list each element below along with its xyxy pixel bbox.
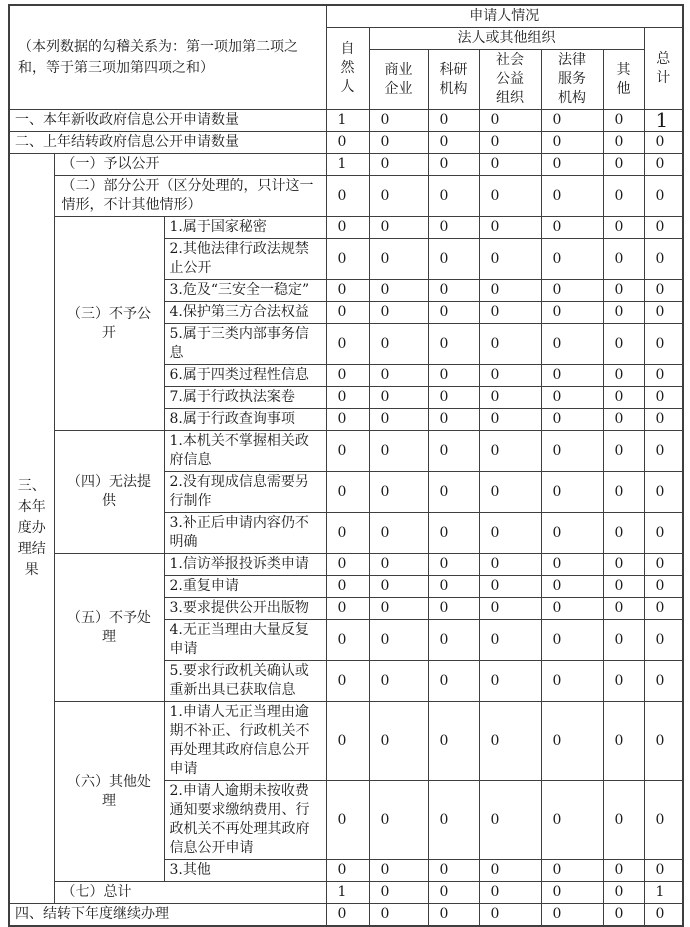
- value-cell: 0: [603, 409, 644, 431]
- group-label-denied: （三）不予公开: [54, 217, 164, 431]
- value-cell: 0: [603, 702, 644, 781]
- value-cell: 0: [428, 554, 479, 576]
- value-cell: 0: [541, 661, 603, 702]
- value-cell: 0: [541, 239, 603, 280]
- row-label-unjustified-repeated: 4.无正当理由大量反复申请: [164, 620, 326, 661]
- value-cell: 0: [428, 781, 479, 860]
- value-cell: 0: [644, 661, 683, 702]
- value-cell: 0: [369, 576, 428, 598]
- table-row: [9, 176, 683, 217]
- value-cell: 0: [326, 781, 369, 860]
- table-row: [9, 882, 683, 904]
- row-label-overdue-no-payment: 2.申请人逾期未按收费通知要求缴纳费用、行政机关不再处理其政府信息公开申请: [164, 781, 326, 860]
- value-cell: 0: [369, 176, 428, 217]
- row-label-subtotal: （七）总计: [54, 882, 326, 904]
- value-cell: 0: [603, 661, 644, 702]
- value-cell: 0: [479, 620, 541, 661]
- value-cell: 0: [369, 431, 428, 472]
- value-cell: 0: [369, 598, 428, 620]
- row-label-reconfirm-obtained-info: 5.要求行政机关确认或重新出具已获取信息: [164, 661, 326, 702]
- row-label-partially-granted: （二）部分公开（区分处理的，只计这一情形，不计其他情形）: [54, 176, 326, 217]
- value-cell: 0: [326, 302, 369, 324]
- value-cell: 0: [603, 239, 644, 280]
- value-cell: 0: [326, 513, 369, 554]
- value-cell: 0: [541, 472, 603, 513]
- value-cell: 0: [603, 324, 644, 365]
- value-cell: 0: [541, 882, 603, 904]
- column-subheader: 科研机构: [428, 50, 479, 110]
- value-cell: 0: [603, 365, 644, 387]
- value-cell: 1: [326, 154, 369, 176]
- value-cell: 0: [603, 431, 644, 472]
- column-header-natural-person: 自然人: [326, 28, 369, 110]
- value-cell: 0: [479, 324, 541, 365]
- column-subheader: 其他: [603, 50, 644, 110]
- value-cell: 0: [326, 217, 369, 239]
- value-cell: 0: [644, 324, 683, 365]
- table-row: [9, 217, 683, 239]
- value-cell: 0: [479, 239, 541, 280]
- value-cell: 0: [541, 409, 603, 431]
- value-cell: 0: [603, 554, 644, 576]
- value-cell: 0: [603, 176, 644, 217]
- value-cell: 0: [644, 620, 683, 661]
- table-row: [9, 431, 683, 472]
- value-cell: 0: [428, 132, 479, 154]
- value-cell: 0: [479, 860, 541, 882]
- row-label-admin-query: 8.属于行政查询事项: [164, 409, 326, 431]
- value-cell: 0: [541, 554, 603, 576]
- value-cell: 0: [541, 324, 603, 365]
- value-cell: 0: [644, 387, 683, 409]
- group-label-not-processed: （五）不予处理: [54, 554, 164, 702]
- gov-info-disclosure-table: [8, 4, 684, 927]
- value-cell: 0: [541, 110, 603, 132]
- row-label-still-unclear: 3.补正后申请内容仍不明确: [164, 513, 326, 554]
- value-cell: 0: [541, 217, 603, 239]
- value-cell: 0: [479, 576, 541, 598]
- value-cell: 0: [428, 302, 479, 324]
- value-cell: 0: [479, 154, 541, 176]
- value-cell: 0: [369, 302, 428, 324]
- table-row: [9, 554, 683, 576]
- value-cell: 0: [479, 280, 541, 302]
- value-cell: 0: [326, 860, 369, 882]
- value-cell: 0: [644, 176, 683, 217]
- value-cell: 0: [644, 702, 683, 781]
- value-cell: 0: [369, 387, 428, 409]
- value-cell: 0: [428, 904, 479, 927]
- value-cell: 0: [479, 882, 541, 904]
- value-cell: 0: [479, 598, 541, 620]
- value-cell: 0: [369, 860, 428, 882]
- value-cell: 0: [326, 365, 369, 387]
- value-cell: 0: [603, 387, 644, 409]
- value-cell: 0: [644, 576, 683, 598]
- value-cell: 1: [644, 882, 683, 904]
- value-cell: 0: [644, 860, 683, 882]
- row-label-state-secret: 1.属于国家秘密: [164, 217, 326, 239]
- value-cell: 0: [428, 513, 479, 554]
- value-cell: 0: [326, 239, 369, 280]
- value-cell: 0: [541, 513, 603, 554]
- value-cell: 0: [603, 110, 644, 132]
- value-cell: 0: [603, 302, 644, 324]
- value-cell: 0: [428, 409, 479, 431]
- value-cell: 0: [326, 176, 369, 217]
- value-cell: 0: [541, 280, 603, 302]
- value-cell: 0: [644, 513, 683, 554]
- value-cell: 0: [369, 239, 428, 280]
- row-label-carry-to-next-year: 四、结转下年度继续办理: [9, 904, 326, 927]
- value-cell: 0: [541, 387, 603, 409]
- value-cell: 0: [541, 431, 603, 472]
- value-cell: 0: [428, 472, 479, 513]
- row-label-other: 3.其他: [164, 860, 326, 882]
- value-cell: 0: [644, 132, 683, 154]
- column-header-legal-org: 法人或其他组织: [369, 28, 644, 50]
- row-label-carried-over: 二、上年结转政府信息公开申请数量: [9, 132, 326, 154]
- table-row: [9, 154, 683, 176]
- value-cell: 0: [479, 387, 541, 409]
- reconciliation-note: （本列数据的勾稽关系为：第一项加第二项之和，等于第三项加第四项之和）: [9, 5, 326, 110]
- value-cell: 0: [369, 365, 428, 387]
- value-cell: 0: [428, 576, 479, 598]
- column-header-applicant: 申请人情况: [326, 5, 683, 28]
- value-cell: 0: [428, 387, 479, 409]
- value-cell: 0: [369, 472, 428, 513]
- row-label-info-not-held: 1.本机关不掌握相关政府信息: [164, 431, 326, 472]
- value-cell: 0: [428, 110, 479, 132]
- value-cell: 0: [326, 324, 369, 365]
- value-cell: 0: [326, 387, 369, 409]
- value-cell: 0: [326, 904, 369, 927]
- value-cell: 0: [603, 860, 644, 882]
- value-cell: 0: [428, 239, 479, 280]
- value-cell: 0: [428, 661, 479, 702]
- value-cell: 0: [644, 554, 683, 576]
- value-cell: 1: [326, 110, 369, 132]
- value-cell: 0: [479, 661, 541, 702]
- row-label-granted: （一）予以公开: [54, 154, 326, 176]
- group-label-unable-to-provide: （四）无法提供: [54, 431, 164, 554]
- value-cell: 0: [479, 132, 541, 154]
- value-cell: 0: [369, 882, 428, 904]
- value-cell: 0: [479, 781, 541, 860]
- row-label-law-prohibited: 2.其他法律行政法规禁止公开: [164, 239, 326, 280]
- value-cell: 0: [326, 661, 369, 702]
- value-cell: 0: [369, 324, 428, 365]
- value-cell: 0: [644, 472, 683, 513]
- row-label-third-party-rights: 4.保护第三方合法权益: [164, 302, 326, 324]
- value-cell: 0: [644, 239, 683, 280]
- value-cell: 0: [479, 904, 541, 927]
- value-cell: 0: [326, 598, 369, 620]
- value-cell: 0: [603, 904, 644, 927]
- value-cell: 0: [644, 217, 683, 239]
- value-cell: 0: [369, 904, 428, 927]
- value-cell: 0: [541, 702, 603, 781]
- value-cell: 0: [541, 781, 603, 860]
- value-cell: 0: [428, 217, 479, 239]
- value-cell: 0: [541, 132, 603, 154]
- value-cell: 0: [541, 598, 603, 620]
- table-row: [9, 132, 683, 154]
- value-cell: 0: [369, 513, 428, 554]
- value-cell: 0: [326, 576, 369, 598]
- value-cell: 0: [326, 472, 369, 513]
- row-label-overdue-no-correction: 1.申请人无正当理由逾期不补正、行政机关不再处理其政府信息公开申请: [164, 702, 326, 781]
- row-label-enforcement-files: 7.属于行政执法案卷: [164, 387, 326, 409]
- value-cell: 0: [603, 154, 644, 176]
- value-cell: 0: [428, 702, 479, 781]
- value-cell: 0: [541, 576, 603, 598]
- column-subheader: 社会公益组织: [479, 50, 541, 110]
- value-cell: 0: [541, 365, 603, 387]
- table-row: [9, 904, 683, 927]
- value-cell: 0: [644, 154, 683, 176]
- column-subheader: 商业企业: [369, 50, 428, 110]
- value-cell: 0: [369, 781, 428, 860]
- column-subheader: 法律服务机构: [541, 50, 603, 110]
- value-cell: 0: [479, 554, 541, 576]
- value-cell: 0: [644, 431, 683, 472]
- value-cell: 0: [644, 280, 683, 302]
- value-cell: 0: [541, 620, 603, 661]
- value-cell: 0: [541, 176, 603, 217]
- value-cell: 0: [369, 217, 428, 239]
- value-cell: 0: [326, 132, 369, 154]
- value-cell: 0: [603, 882, 644, 904]
- row-label-new-requests: 一、本年新收政府信息公开申请数量: [9, 110, 326, 132]
- value-cell: 0: [428, 882, 479, 904]
- value-cell: 0: [644, 302, 683, 324]
- table-row: [9, 110, 683, 132]
- value-cell: 0: [428, 365, 479, 387]
- value-cell: 0: [603, 620, 644, 661]
- row-label-process-info: 6.属于四类过程性信息: [164, 365, 326, 387]
- value-cell: 0: [369, 132, 428, 154]
- value-cell: 0: [369, 154, 428, 176]
- value-cell: 0: [644, 409, 683, 431]
- value-cell: 0: [644, 598, 683, 620]
- value-cell: 0: [479, 513, 541, 554]
- value-cell: 0: [369, 554, 428, 576]
- value-cell: 0: [479, 365, 541, 387]
- row-label-public-publications: 3.要求提供公开出版物: [164, 598, 326, 620]
- value-cell: 0: [369, 702, 428, 781]
- group-label-other-handling: （六）其他处理: [54, 702, 164, 882]
- report-page: [0, 4, 690, 922]
- value-cell: 0: [428, 598, 479, 620]
- value-cell: 0: [326, 620, 369, 661]
- value-cell: 0: [369, 661, 428, 702]
- value-cell: 0: [369, 110, 428, 132]
- value-cell: 0: [479, 110, 541, 132]
- value-cell: 0: [541, 302, 603, 324]
- value-cell: 0: [603, 598, 644, 620]
- header-row-1: [9, 5, 683, 28]
- row-label-petition-complaint: 1.信访举报投诉类申请: [164, 554, 326, 576]
- value-cell: 0: [326, 431, 369, 472]
- value-cell: 0: [479, 176, 541, 217]
- row-label-repeat-request: 2.重复申请: [164, 576, 326, 598]
- row-label-needs-creation: 2.没有现成信息需要另行制作: [164, 472, 326, 513]
- value-cell: 0: [326, 554, 369, 576]
- row-label-internal-affairs: 5.属于三类内部事务信息: [164, 324, 326, 365]
- value-cell: 0: [479, 217, 541, 239]
- value-cell: 0: [603, 280, 644, 302]
- value-cell: 0: [369, 409, 428, 431]
- value-cell: 0: [326, 280, 369, 302]
- value-cell: 0: [644, 365, 683, 387]
- column-header-total: 总计: [644, 28, 683, 110]
- value-cell: 0: [428, 620, 479, 661]
- value-cell: 0: [369, 280, 428, 302]
- value-cell: 0: [479, 431, 541, 472]
- value-cell: 0: [603, 513, 644, 554]
- value-cell: 0: [479, 302, 541, 324]
- value-cell: 0: [479, 472, 541, 513]
- value-cell: 0: [428, 154, 479, 176]
- value-cell: 0: [326, 702, 369, 781]
- value-cell: 0: [603, 217, 644, 239]
- value-cell: 0: [428, 280, 479, 302]
- value-cell: 0: [603, 472, 644, 513]
- value-cell: 0: [428, 860, 479, 882]
- value-cell: 0: [428, 324, 479, 365]
- value-cell: 0: [428, 431, 479, 472]
- value-cell: 0: [541, 154, 603, 176]
- row-label-endanger-security: 3.危及“三安全一稳定”: [164, 280, 326, 302]
- value-cell: 0: [603, 132, 644, 154]
- value-cell: 0: [603, 576, 644, 598]
- value-cell: 0: [603, 781, 644, 860]
- value-cell: 0: [326, 409, 369, 431]
- value-cell: 0: [479, 409, 541, 431]
- value-cell: 1: [644, 110, 683, 132]
- value-cell: 0: [644, 781, 683, 860]
- value-cell: 0: [369, 620, 428, 661]
- value-cell: 0: [428, 176, 479, 217]
- value-cell: 0: [644, 904, 683, 927]
- value-cell: 0: [479, 702, 541, 781]
- section-label-annual-results: 三、本年度办理结果: [9, 154, 54, 904]
- value-cell: 0: [541, 860, 603, 882]
- value-cell: 1: [326, 882, 369, 904]
- table-row: [9, 702, 683, 781]
- value-cell: 0: [541, 904, 603, 927]
